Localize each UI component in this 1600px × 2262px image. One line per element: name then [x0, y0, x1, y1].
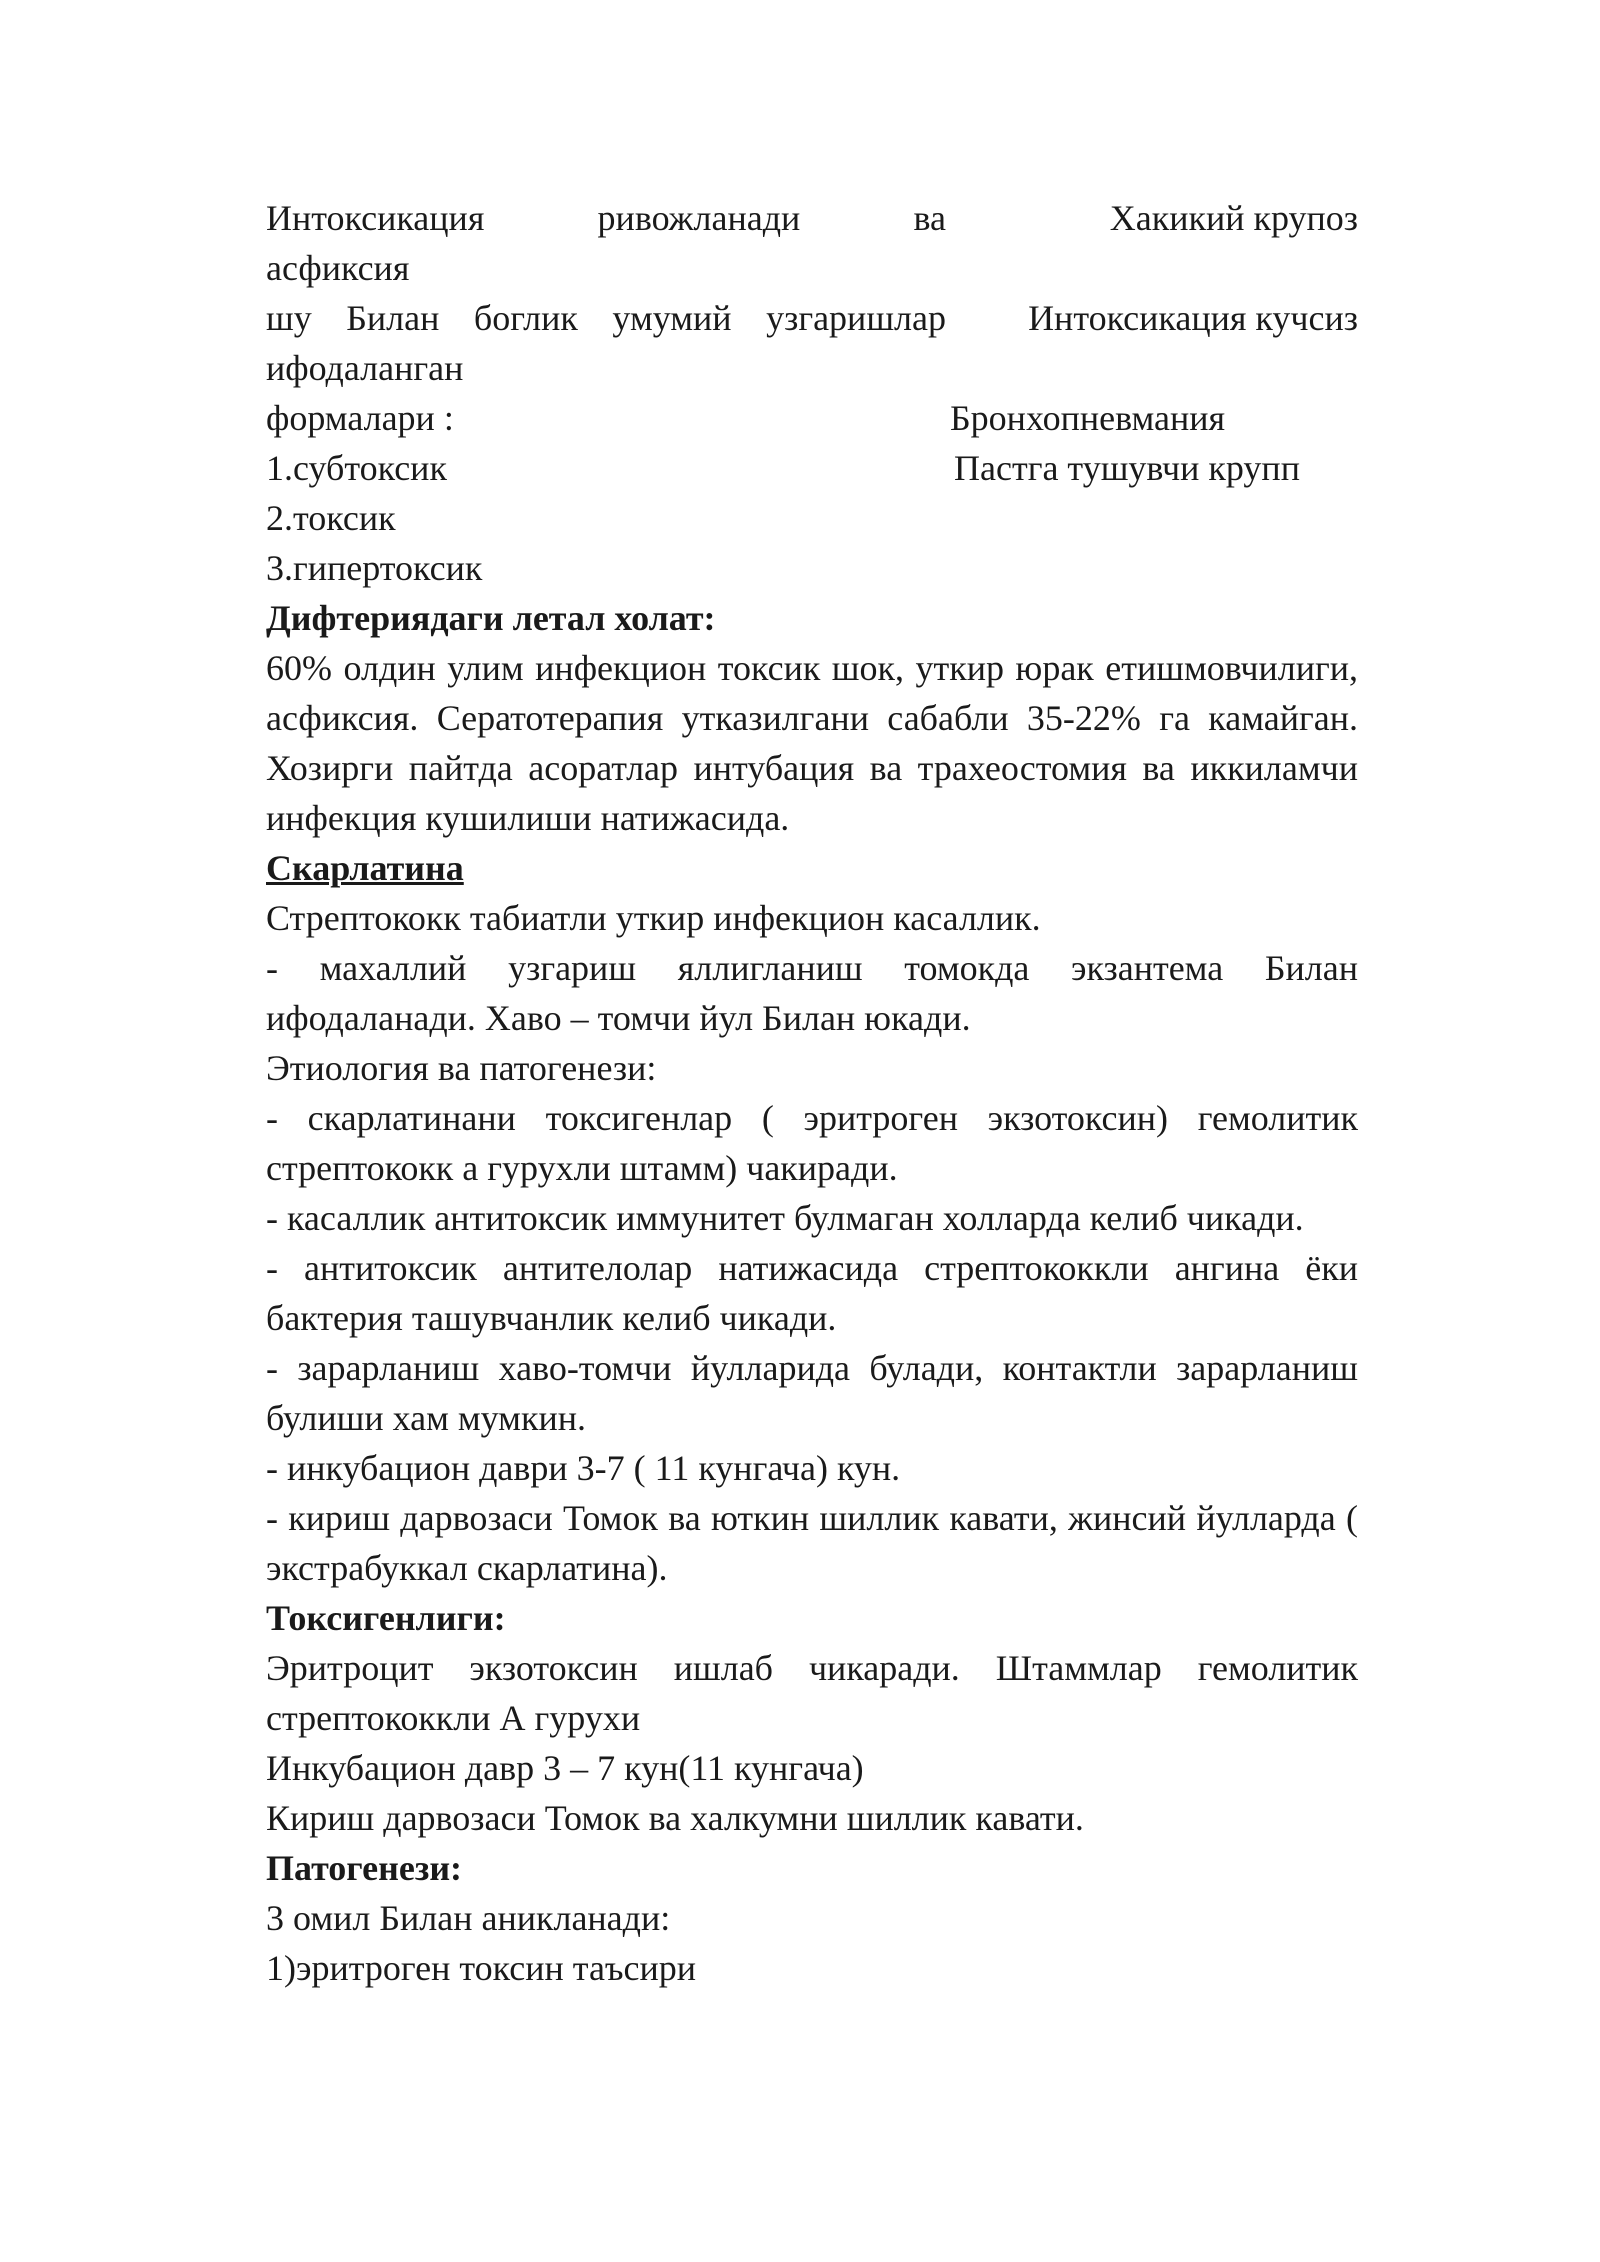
paragraph-pathogenesis: 3 омил Билан аникланади: — [266, 1898, 671, 1938]
paragraph-incubation: Инкубацион давр 3 – 7 кун(11 кунгача) — [266, 1748, 864, 1788]
text-line: 2.токсик — [266, 498, 396, 538]
text-line: Хакикий крупоз — [1109, 198, 1358, 238]
text-line: 3.гипертоксик — [266, 548, 483, 588]
section-heading-pathogenesis: Патогенези: — [266, 1848, 463, 1888]
paragraph-local: - махаллий узгариш яллигланиш томокда экзантема Билан ифодаланади. Хаво – томчи йул Билан юкади. — [266, 948, 1358, 1038]
top-row-2 — [266, 293, 1358, 343]
bullet-item: - антитоксик антителолар натижасида стрептококкли ангина ёки бактерия ташувчанлик келиб чикади. — [266, 1248, 1358, 1338]
text-line: формалари : — [266, 398, 454, 438]
paragraph-entry: Кириш дарвозаси Томок ва халкумни шиллик кавати. — [266, 1798, 1084, 1838]
page-content — [266, 193, 1358, 1993]
top-row-1 — [266, 193, 1358, 243]
bullet-item: - инкубацион даври 3-7 ( 11 кунгача) кун. — [266, 1448, 901, 1488]
text-line: шу Билан боглик умумий узгаришлар — [266, 298, 946, 338]
bullet-item: - зарарланиш хаво-томчи йулларида булади, контактли зарарланиш булиши хам мумкин. — [266, 1348, 1358, 1438]
text-line: Бронхопневмания — [950, 398, 1226, 438]
list-item: 1)эритроген токсин таъсири — [266, 1948, 697, 1988]
text-line: ифодаланган — [266, 348, 464, 388]
text-line: Интоксикация ривожланади ва — [266, 198, 946, 238]
section-heading-toxigenicity: Токсигенлиги: — [266, 1598, 506, 1638]
top-row-4 — [266, 443, 1358, 493]
bullet-item: - касаллик антитоксик иммунитет булмаган холларда келиб чикади. — [266, 1198, 1304, 1238]
subheading-etiology: Этиология ва патогенези: — [266, 1048, 657, 1088]
top-row-3 — [266, 393, 1358, 443]
paragraph-lethal: 60% олдин улим инфекцион токсик шок, уткир юрак етишмовчилиги, асфиксия. Сератотерапия утказилгани сабабли 35-22% га камайган. Хозирги пайтда асоратлар интубация ва трахеостомия ва иккиламчи инфекция кушилиши натижасида. — [266, 648, 1358, 838]
text-line: Интоксикация кучсиз — [1028, 298, 1358, 338]
text-line: Пастга тушувчи крупп — [954, 448, 1300, 488]
bullet-item: - скарлатинани токсигенлар ( эритроген экзотоксин) гемолитик стрептококк а гурухли штамм) чакиради. — [266, 1098, 1358, 1188]
section-heading-lethal: Дифтериядаги летал холат: — [266, 598, 716, 638]
paragraph-toxigenicity: Эритроцит экзотоксин ишлаб чикаради. Штаммлар гемолитик стрептококкли А гурухи — [266, 1648, 1358, 1738]
section-heading-scarlet-fever: Скарлатина — [266, 848, 464, 888]
paragraph-intro: Стрептококк табиатли уткир инфекцион касаллик. — [266, 898, 1041, 938]
text-line: асфиксия — [266, 248, 410, 288]
text-line: 1.субтоксик — [266, 448, 447, 488]
bullet-item: - кириш дарвозаси Томок ва юткин шиллик кавати, жинсий йулларда ( экстрабуккал скарлатина). — [266, 1498, 1358, 1588]
